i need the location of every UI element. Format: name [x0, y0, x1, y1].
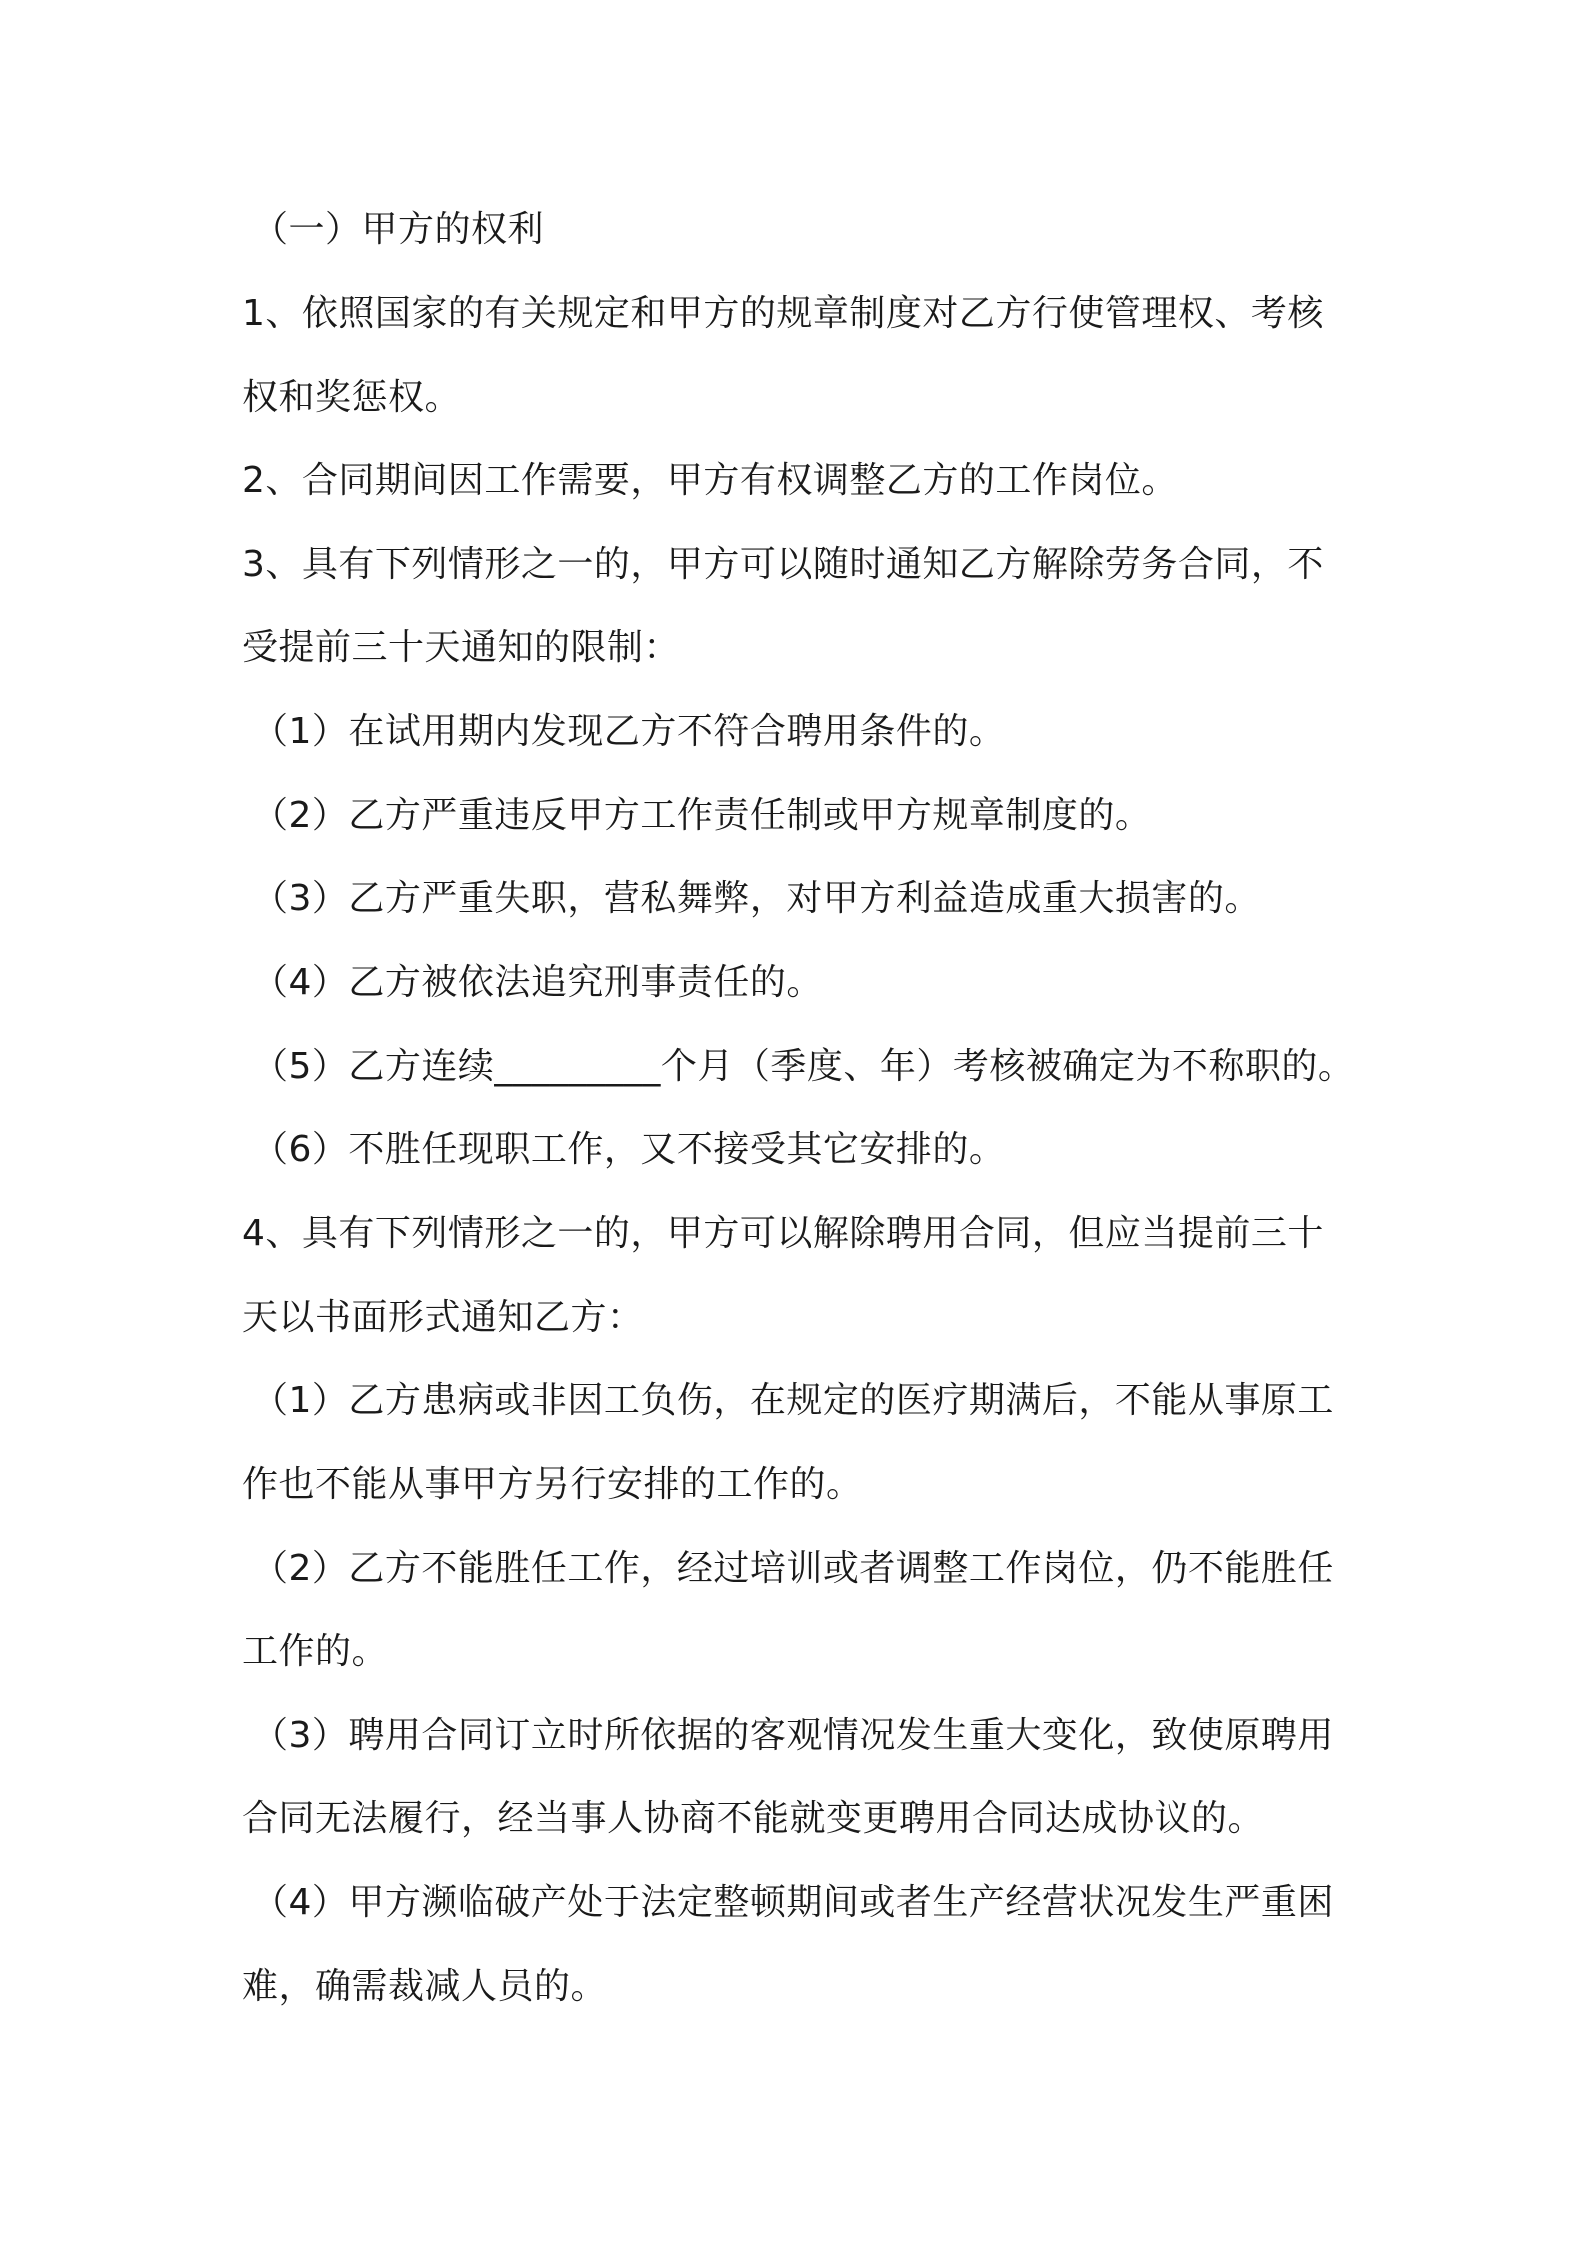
item-2-line-1: 2、合同期间因工作需要，甲方有权调整乙方的工作岗位。 — [242, 460, 1178, 501]
item-3-sub-2: （2）乙方严重违反甲方工作责任制或甲方规章制度的。 — [252, 795, 1152, 836]
item-3-line-2: 受提前三十天通知的限制： — [242, 627, 681, 668]
item-4-sub-3-line-2: 合同无法履行，经当事人协商不能就变更聘用合同达成协议的。 — [242, 1798, 1265, 1839]
item-4-sub-2-line-1: （2）乙方不能胜任工作，经过培训或者调整工作岗位，仍不能胜任 — [252, 1548, 1334, 1589]
item-4-line-1: 4、具有下列情形之一的，甲方可以解除聘用合同，但应当提前三十 — [242, 1213, 1324, 1254]
item-4-sub-3-line-1: （3）聘用合同订立时所依据的客观情况发生重大变化，致使原聘用 — [252, 1715, 1334, 1756]
item-3-sub-4: （4）乙方被依法追究刑事责任的。 — [252, 962, 823, 1003]
item-3-sub-1: （1）在试用期内发现乙方不符合聘用条件的。 — [252, 711, 1006, 752]
item-3-sub-6: （6）不胜任现职工作，又不接受其它安排的。 — [252, 1129, 1006, 1170]
item-4-line-2: 天以书面形式通知乙方： — [242, 1297, 644, 1338]
item-4-sub-1-line-1: （1）乙方患病或非因工负伤，在规定的医疗期满后，不能从事原工 — [252, 1380, 1334, 1421]
item-1-line-1: 1、依照国家的有关规定和甲方的规章制度对乙方行使管理权、考核 — [242, 293, 1324, 334]
item-4-sub-4-line-1: （4）甲方濒临破产处于法定整顿期间或者生产经营状况发生严重困 — [252, 1882, 1334, 1923]
item-3-line-1: 3、具有下列情形之一的，甲方可以随时通知乙方解除劳务合同，不 — [242, 544, 1324, 585]
section-heading: （一）甲方的权利 — [252, 209, 545, 250]
item-3-sub-5: （5）乙方连续_________个月（季度、年）考核被确定为不称职的。 — [252, 1046, 1355, 1087]
item-3-sub-3: （3）乙方严重失职，营私舞弊，对甲方利益造成重大损害的。 — [252, 878, 1261, 919]
item-4-sub-4-line-2: 难，确需裁减人员的。 — [242, 1966, 608, 2007]
item-4-sub-1-line-2: 作也不能从事甲方另行安排的工作的。 — [242, 1464, 863, 1505]
item-1-line-2: 权和奖惩权。 — [242, 377, 462, 418]
item-4-sub-2-line-2: 工作的。 — [242, 1631, 389, 1672]
